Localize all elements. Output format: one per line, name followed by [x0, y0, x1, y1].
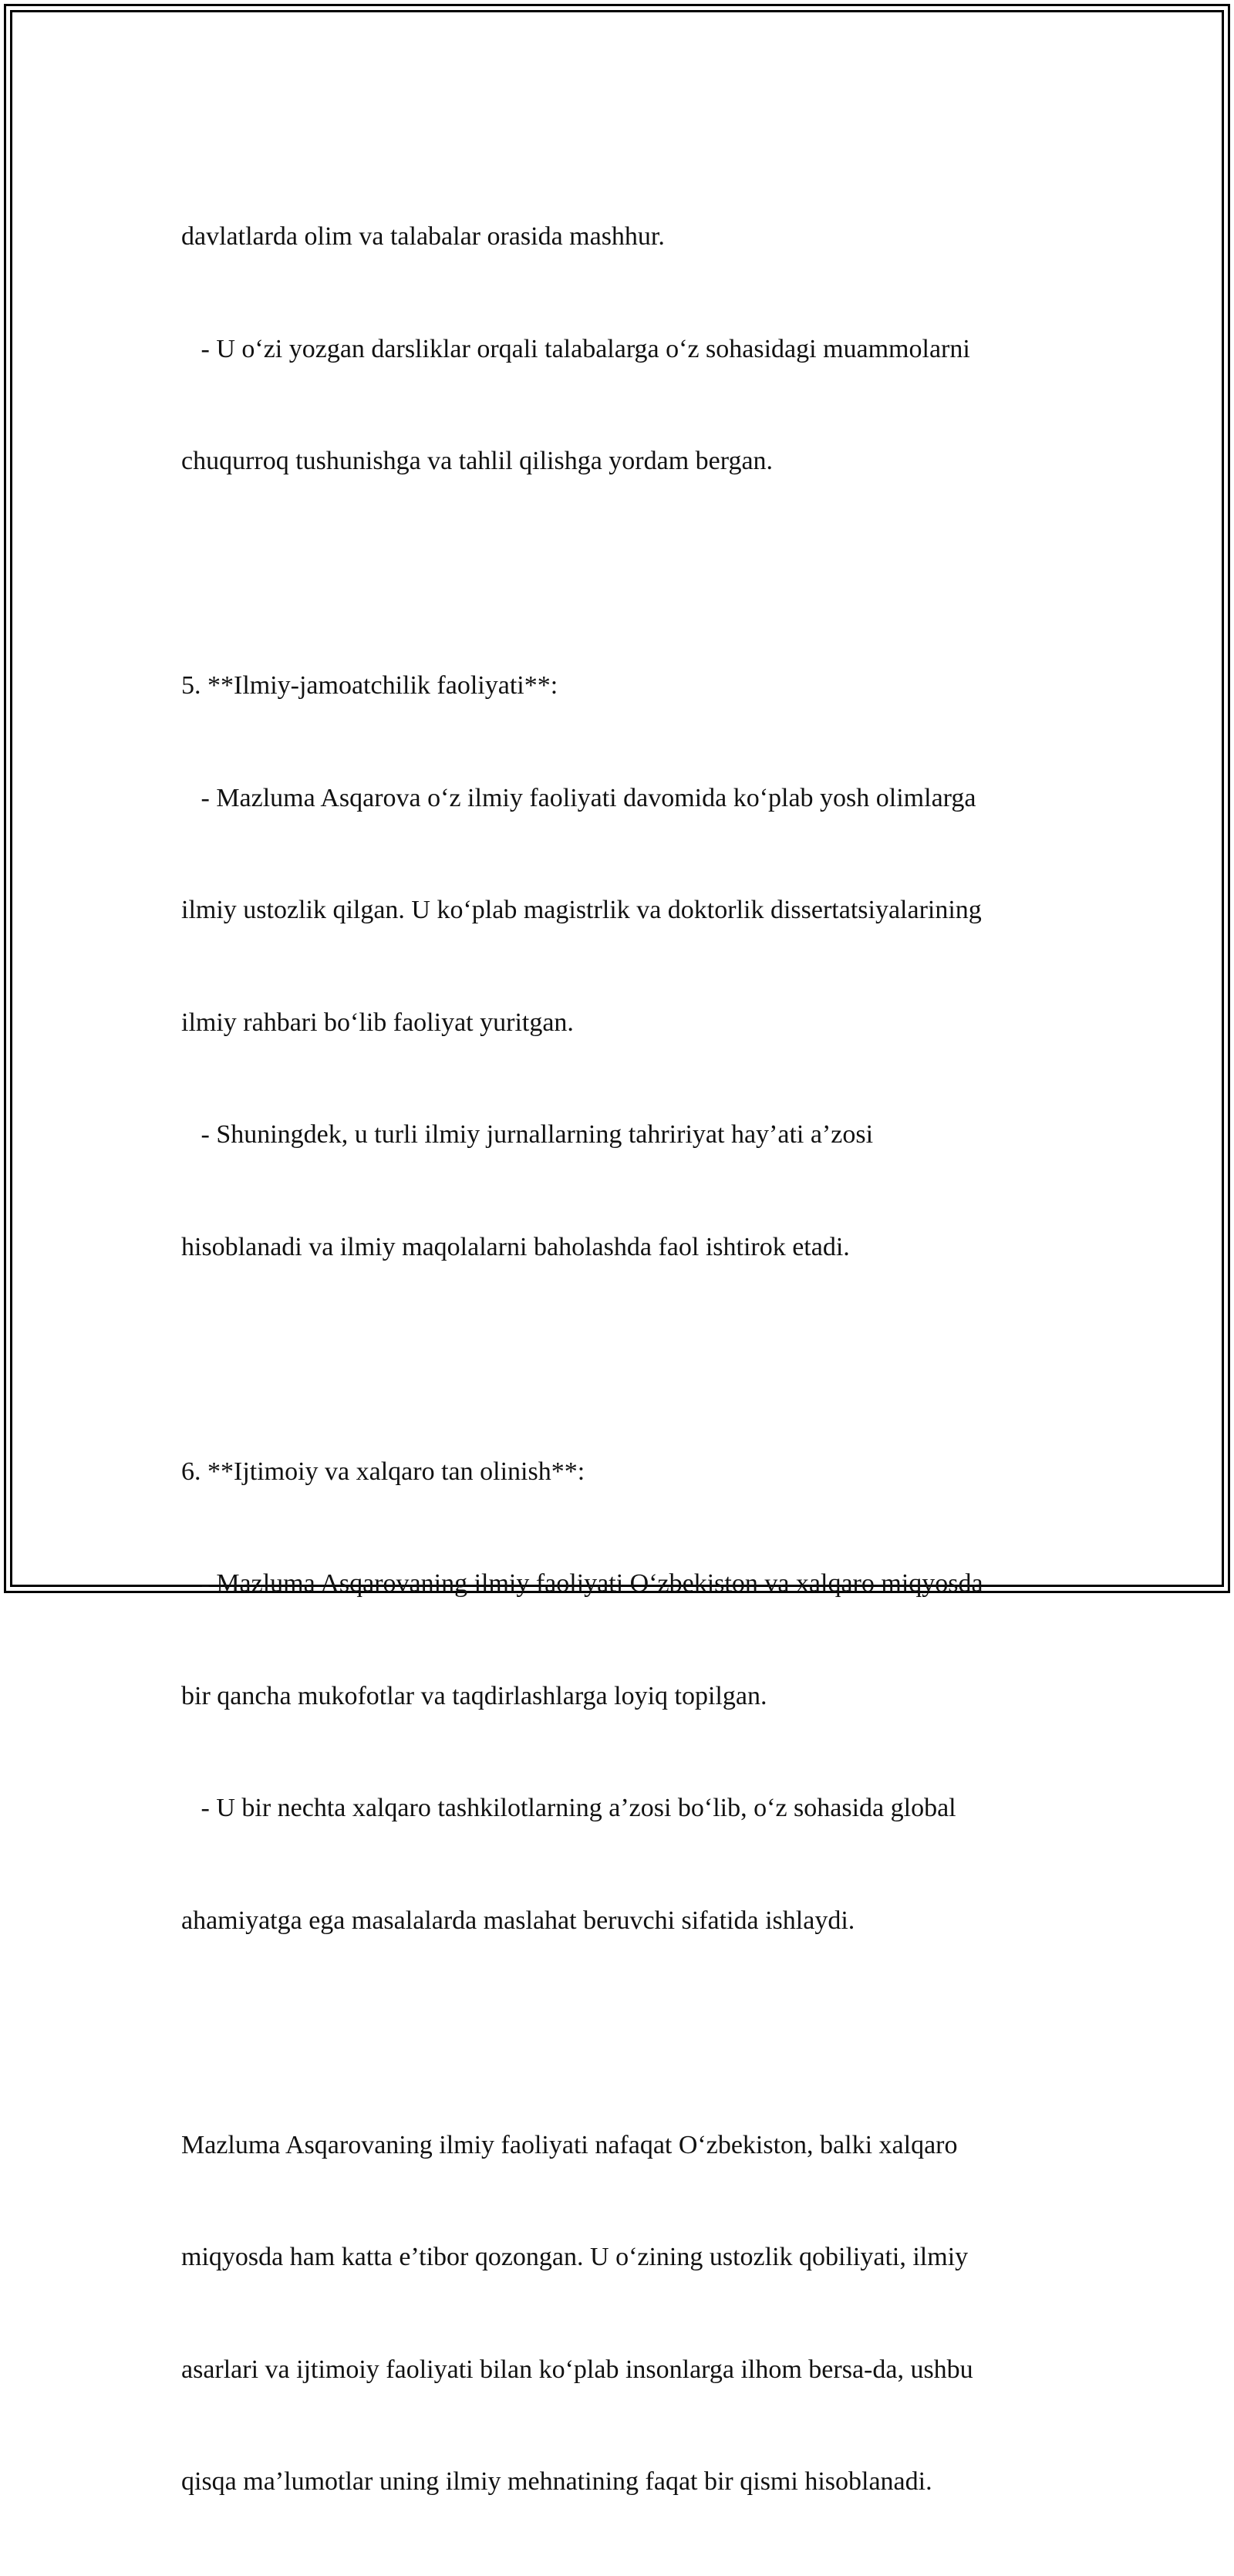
text-line: - Mazluma Asqarovaning ilmiy faoliyati O‘zbekiston va xalqaro miqyosda [181, 1569, 983, 1598]
section-heading: 5. **Ilmiy-jamoatchilik faoliyati**: [181, 671, 558, 700]
text-line: asarlari va ijtimoiy faoliyati bilan ko‘plab insonlarga ilhom bersa-da, ushbu [181, 2355, 973, 2384]
paragraph-gap [181, 2014, 1060, 2052]
paragraph-gap [181, 1341, 1060, 1379]
text-line: miqyosda ham katta e’tibor qozongan. U o‘zining ustozlik qobiliyati, ilmiy [181, 2243, 969, 2271]
text-line: - Shuningdek, u turli ilmiy jurnallarning tahririyat hay’ati a’zosi [181, 1120, 874, 1149]
section-6-paragraph [181, 1379, 1060, 2015]
text-line: - U o‘zi yozgan darsliklar orqali talabalarga o‘z sohasidagi muammolarni [181, 334, 970, 363]
text-line: davlatlarda olim va talabalar orasida mashhur. [181, 222, 665, 251]
text-line: - U bir nechta xalqaro tashkilotlarning a’zosi bo‘lib, o‘z sohasida global [181, 1794, 956, 1822]
text-line: hisoblanadi va ilmiy maqolalarni baholashda faol ishtirok etadi. [181, 1232, 850, 1261]
section-heading: 6. **Ijtimoiy va xalqaro tan olinish**: [181, 1457, 585, 1486]
text-line: - Mazluma Asqarova o‘z ilmiy faoliyati davomida ko‘plab yosh olimlarga [181, 783, 976, 812]
paragraph-gap [181, 555, 1060, 593]
document-body [181, 143, 1060, 2576]
text-line: ahamiyatga ega masalalarda maslahat beruvchi sifatida ishlaydi. [181, 1906, 855, 1935]
text-line: chuqurroq tushunishga va tahlil qilishga yordam bergan. [181, 447, 774, 475]
paragraph-continuation [181, 143, 1060, 555]
text-line: qisqa ma’lumotlar uning ilmiy mehnatining faqat bir qismi hisoblanadi. [181, 2467, 932, 2496]
text-line: bir qancha mukofotlar va taqdirlashlarga loyiq topilgan. [181, 1681, 767, 1710]
text-line: ilmiy rahbari bo‘lib faoliyat yuritgan. [181, 1008, 574, 1037]
text-line: ilmiy ustozlik qilgan. U ko‘plab magistrlik va doktorlik dissertatsiyalarining [181, 896, 982, 924]
section-5-paragraph [181, 593, 1060, 1341]
text-line: Mazluma Asqarovaning ilmiy faoliyati nafaqat O‘zbekiston, balki xalqaro [181, 2130, 958, 2159]
conclusion-paragraph [181, 2052, 1060, 2576]
